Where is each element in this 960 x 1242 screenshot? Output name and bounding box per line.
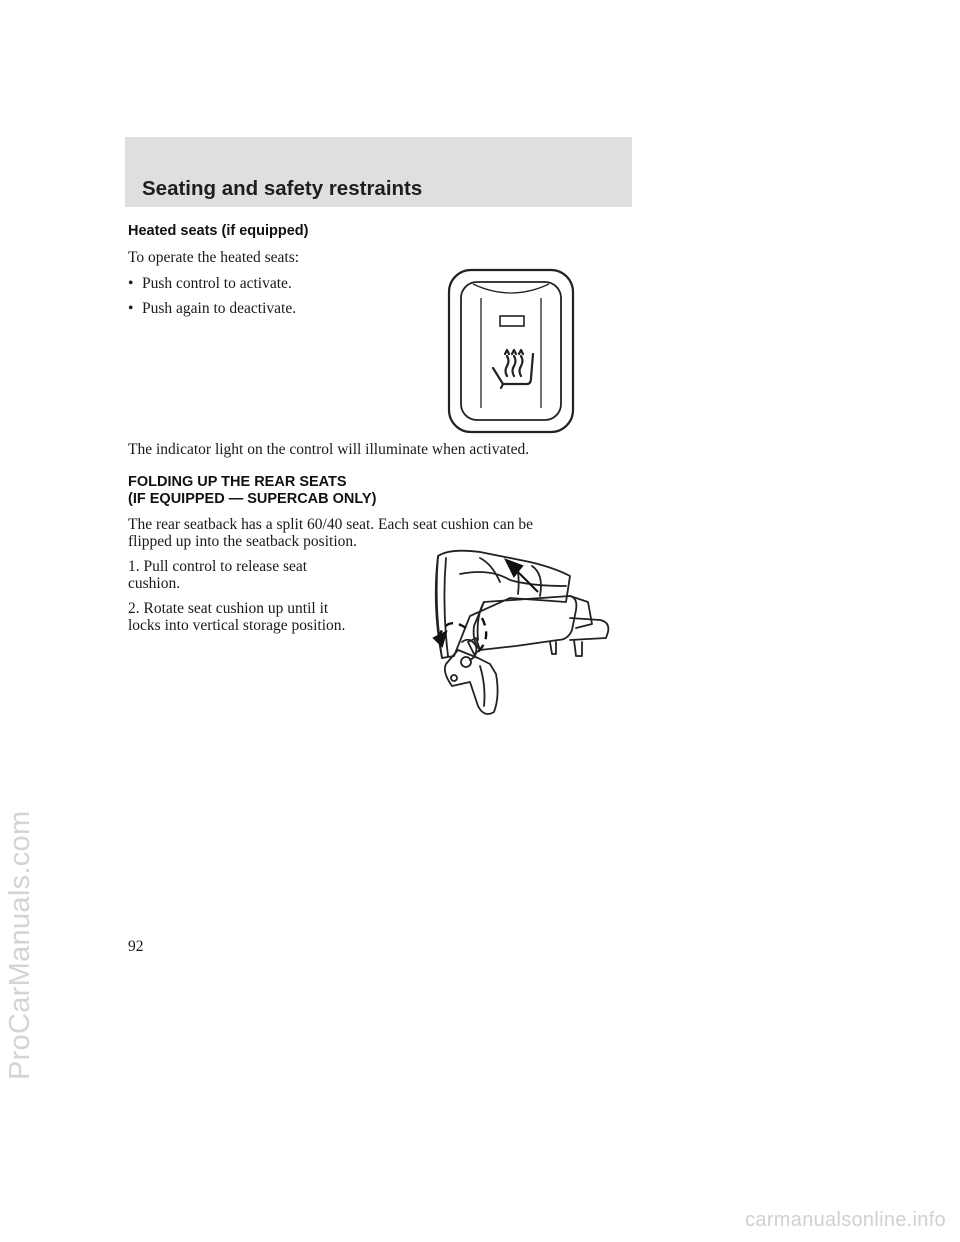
heated-seat-switch-illustration (447, 268, 575, 434)
indicator-light-icon (500, 316, 524, 326)
bullet-item (128, 300, 296, 317)
folding-heading-line2: (IF EQUIPPED — SUPERCAB ONLY) (128, 491, 377, 507)
section-header-band (125, 137, 632, 207)
bullet-text: Push again to deactivate. (142, 300, 297, 317)
folding-description-line1: The rear seatback has a split 60/40 seat. Each seat cushion can be (128, 516, 533, 533)
footer-watermark: carmanualsonline.info (745, 1209, 946, 1231)
bullet-icon: • (128, 300, 134, 317)
section-title: Seating and safety restraints (142, 177, 423, 200)
bullet-text: Push control to activate. (142, 275, 292, 292)
step2-line2: locks into vertical storage position. (128, 617, 346, 634)
page-number: 92 (128, 938, 144, 955)
rear-seat-folding-illustration (420, 546, 616, 722)
step1-line1: 1. Pull control to release seat (128, 558, 308, 575)
side-watermark-text: ProCarManuals.com (4, 810, 36, 1080)
heated-seat-icon (493, 350, 533, 388)
heated-seats-heading: Heated seats (if equipped) (128, 223, 309, 239)
step2-line1: 2. Rotate seat cushion up until it (128, 600, 329, 617)
bullet-icon: • (128, 275, 134, 292)
folding-description-line2: flipped up into the seatback position. (128, 533, 358, 550)
folding-heading-line1: FOLDING UP THE REAR SEATS (128, 474, 347, 490)
step1-line2: cushion. (128, 575, 181, 592)
indicator-note: The indicator light on the control will illuminate when activated. (128, 441, 530, 458)
heated-seats-intro: To operate the heated seats: (128, 249, 300, 266)
bullet-item (128, 275, 292, 292)
